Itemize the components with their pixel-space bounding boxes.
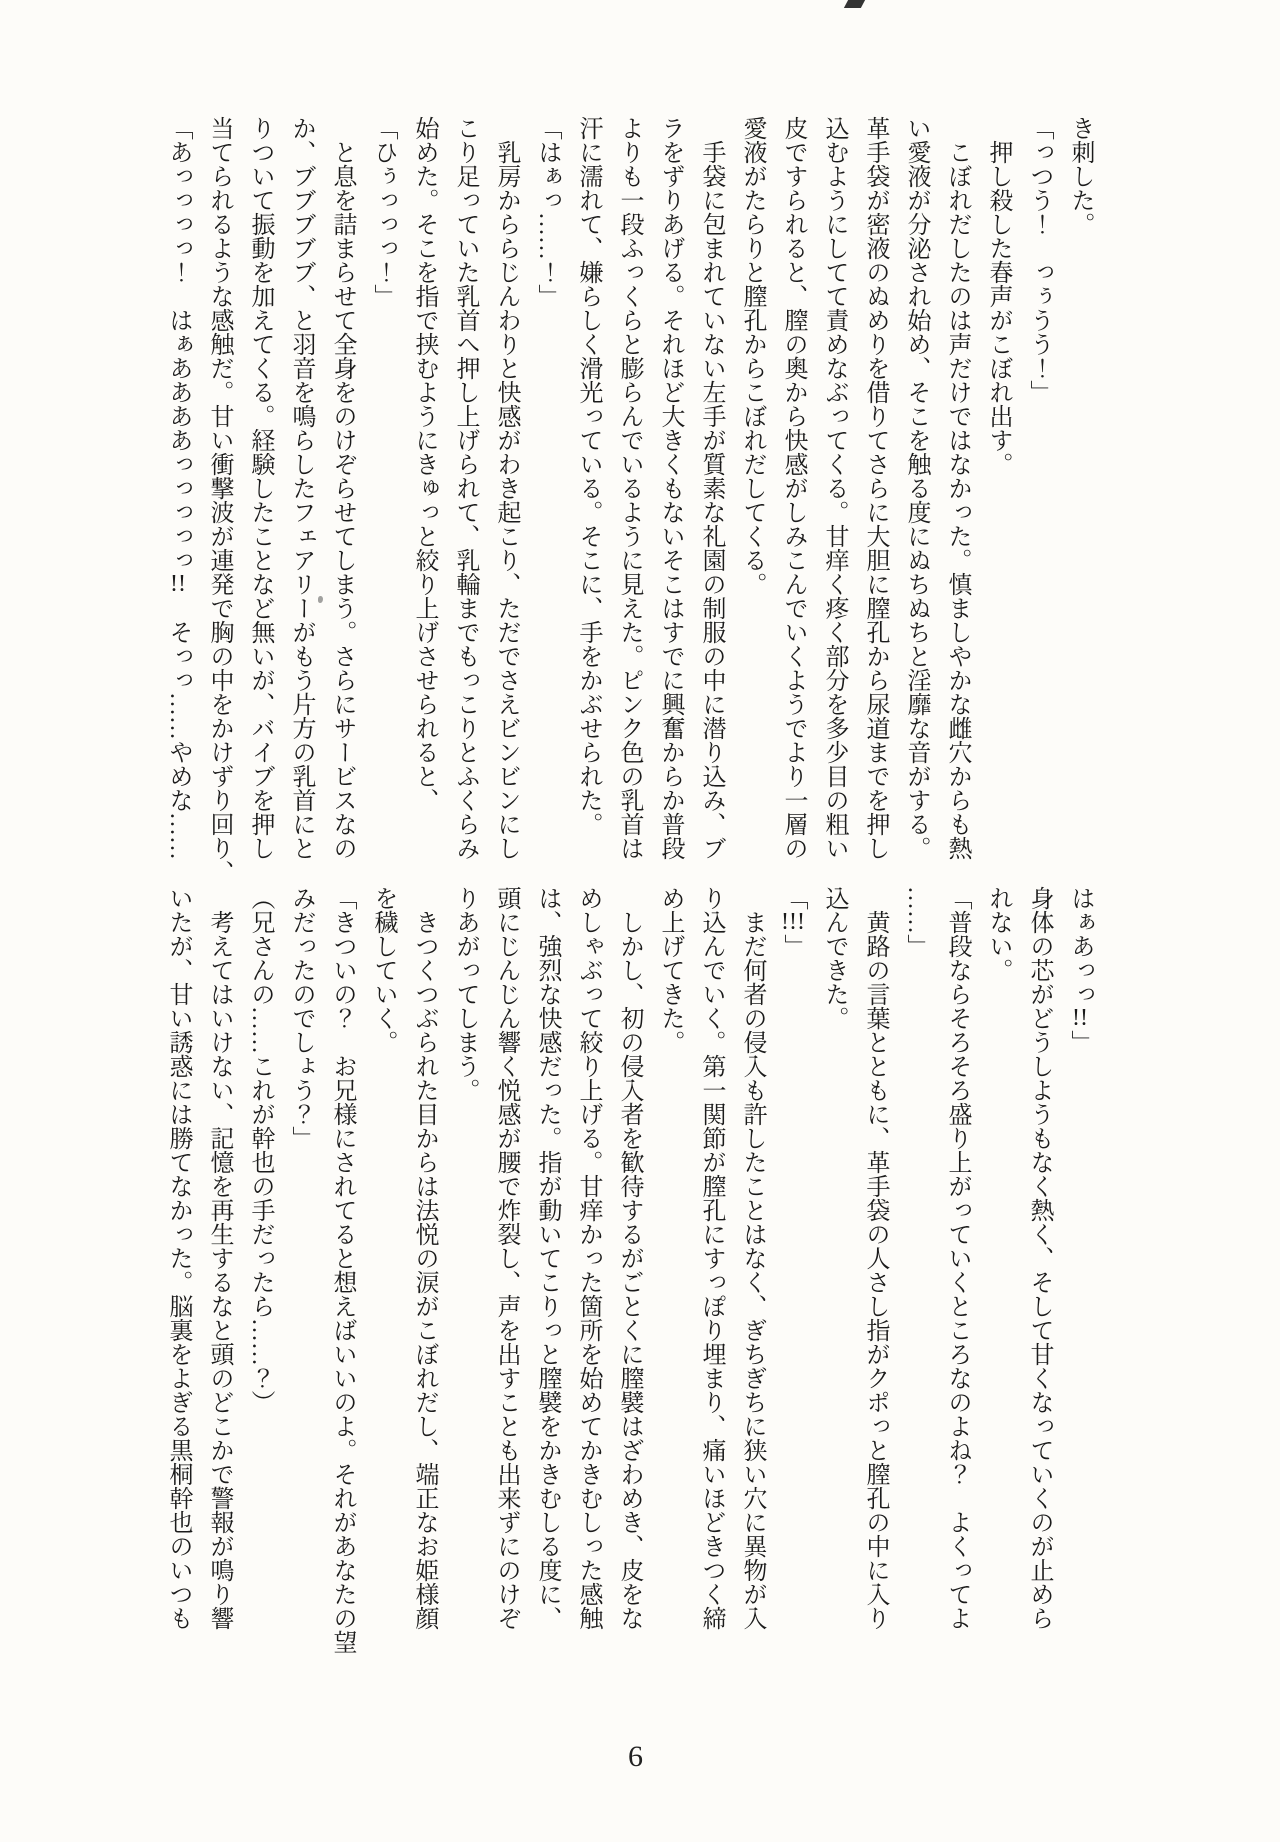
- text-line: ……」: [903, 886, 929, 958]
- text-line: 込んできた。: [821, 886, 847, 1030]
- text-line: 「ひぅっっっ！」: [370, 116, 396, 308]
- text-line: 当てられるような感触だ。甘い衝撃波が連発で胸の中をかけずり回り、: [206, 116, 232, 884]
- text-line: 皮ですられると、膣の奥から快感がしみこんでいくようでより一層の: [780, 116, 806, 860]
- text-line: と息を詰まらせて全身をのけぞらせてしまう。さらにサービスなの: [329, 116, 355, 860]
- text-line: 愛液がたらりと膣孔からこぼれだしてくる。: [739, 116, 765, 596]
- text-line: こぼれだしたのは声だけではなかった。慎ましやかな雌穴からも熱: [944, 116, 970, 860]
- text-line: は、強烈な快感だった。指が動いてこりっと膣襞をかきむしる度に、: [534, 886, 560, 1630]
- tatechuyoko-run: !!!: [781, 910, 805, 934]
- text-line: こり足っていた乳首へ押し上げられて、乳輪までもっこりとふくらみ: [452, 116, 478, 860]
- text-line: 乳房かららじんわりと快感がわき起こり、ただでさえビンビンにし: [493, 116, 519, 860]
- text-line: しかし、初の侵入者を歓待するがごとくに膣襞はざわめき、皮をな: [616, 886, 642, 1630]
- text-line: りついて振動を加えてくる。経験したことなど無いが、バイブを押し: [247, 116, 273, 860]
- text-line: いたが、甘い誘惑には勝てなかった。脳裏をよぎる黒桐幹也のいつも: [165, 886, 191, 1630]
- text-line: き刺した。: [1067, 116, 1093, 236]
- text-line: みだったのでしょう？」: [288, 886, 314, 1150]
- text-line: まだ何者の侵入も許したことはなく、ぎちぎちに狭い穴に異物が入: [739, 886, 765, 1630]
- text-line: 頭にじんじん響く悦感が腰で炸裂し、声を出すことも出来ずにのけぞ: [493, 886, 519, 1630]
- text-line: い愛液が分泌され始め、そこを触る度にぬちぬちと淫靡な音がする。: [903, 116, 929, 860]
- tatechuyoko-run: !!: [170, 572, 186, 596]
- text-line: ラをずりあげる。それほど大きくもないそこはすでに興奮からか普段: [657, 116, 683, 860]
- text-line: 黄路の言葉とともに、革手袋の人さし指がクポっと膣孔の中に入り: [862, 886, 888, 1630]
- text-line: 込むようにしてて責めなぶってくる。甘痒く疼く部分を多少目の粗い: [821, 116, 847, 860]
- text-line: 「!!!」: [780, 886, 806, 958]
- text-line: め上げてきた。: [657, 886, 683, 1054]
- text-line: 「きついの？ お兄様にされてると想えばいいのよ。それがあなたの望: [329, 886, 355, 1654]
- text-line: きつくつぶられた目からは法悦の涙がこぼれだし、端正なお姫様顔: [411, 886, 437, 1630]
- text-line: を穢していく。: [370, 886, 396, 1054]
- text-line: （兄さんの……これが幹也の手だったら……？）: [247, 886, 273, 1414]
- scan-artifact-top-edge: [844, 0, 865, 8]
- vertical-text-block-upper: [157, 116, 1100, 922]
- text-line: 汗に濡れて、嫌らしく滑光っている。そこに、手をかぶせられた。: [575, 116, 601, 836]
- text-line: 「っつう！ っぅうう！」: [1026, 116, 1052, 404]
- text-line: 始めた。そこを指で挟むようにきゅっと絞り上げさせられると、: [411, 116, 437, 812]
- text-line: はぁあっっ!!」: [1067, 886, 1093, 1054]
- text-line: り込んでいく。第一関節が膣孔にすっぽり埋まり、痛いほどきつく締: [698, 886, 724, 1630]
- text-line: 「あっっっっ！ はぁああああっっっっっ!! そっっ……やめな……: [165, 116, 191, 860]
- text-line: 考えてはいけない、記憶を再生するなと頭のどこかで警報が鳴り響: [206, 886, 232, 1630]
- text-line: 手袋に包まれていない左手が質素な礼園の制服の中に潜り込み、ブ: [698, 116, 724, 860]
- text-line: 革手袋が密液のぬめりを借りてさらに大胆に膣孔から尿道までを押し: [862, 116, 888, 860]
- text-line: 「普段ならそろそろ盛り上がっていくところなのよね？ よくってよ: [944, 886, 970, 1630]
- vertical-text-block-lower: [157, 886, 1100, 1692]
- text-line: 「はぁっ……！」: [534, 116, 560, 308]
- text-line: 押し殺した春声がこぼれ出す。: [985, 116, 1011, 476]
- text-line: りあがってしまう。: [452, 886, 478, 1102]
- page-number: 6: [628, 1740, 643, 1773]
- text-line: よりも一段ふっくらと膨らんでいるように見えた。ピンク色の乳首は: [616, 116, 642, 860]
- text-line: 身体の芯がどうしようもなく熱く、そして甘くなっていくのが止めら: [1026, 886, 1052, 1630]
- text-line: か、ブブブブブ、と羽音を鳴らしたフェアリーがもう片方の乳首にと: [288, 116, 314, 860]
- tatechuyoko-run: !!: [1072, 1006, 1088, 1030]
- text-line: れない。: [985, 886, 1011, 982]
- text-line: めしゃぶって絞り上げる。甘痒かった箇所を始めてかきむしった感触: [575, 886, 601, 1630]
